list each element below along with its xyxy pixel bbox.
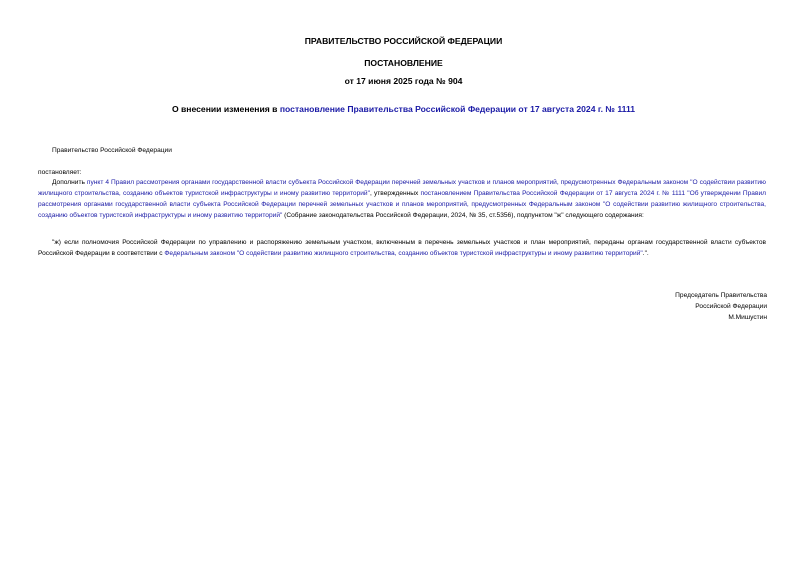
p2-text-b: .". <box>642 250 649 257</box>
title-prefix: О внесении изменения в <box>171 104 280 114</box>
title-link[interactable]: постановление Правительства Российской Федерации от 17 августа 2024 г. № 1111 <box>279 104 636 114</box>
signature-organization: Российской Федерации <box>695 303 767 310</box>
decides-text: постановляет: <box>38 169 82 176</box>
p2-link-federal-law[interactable]: Федеральным законом "О содействии развитию жилищного строительства, созданию объектов туристской инфраструктуры и иному развитию территорий" <box>164 250 643 257</box>
p1-text-b: , утвержденных <box>369 190 421 197</box>
government-heading: ПРАВИТЕЛЬСТВО РОССИЙСКОЙ ФЕДЕРАЦИИ <box>304 36 503 46</box>
paragraph-2 <box>38 237 766 259</box>
p2-text-a: "ж) если полномочия Российской Федерации по управлению и распоряжению земельным участком, включенным в перечень земельных участков и план мероприятий, переданы органам государственной власти субъектов Российской Федерации в соответствии с <box>38 239 766 257</box>
p1-text-c: (Собрание законодательства Российской Федерации, 2024, № 35, ст.5356), подпунктом "ж" следующего содержания: <box>282 212 644 219</box>
p1-link-rules[interactable]: пункт 4 Правил рассмотрения органами государственной власти субъекта Российской Федерации перечней земельных участков и планов мероприятий, предусмотренных Федеральным законом "О содействии развитию жилищного строительства, созданию объектов туристской инфраструктуры и иному развитию территорий" <box>38 179 766 197</box>
signature-position: Председатель Правительства <box>675 292 767 299</box>
paragraph-1 <box>38 177 766 221</box>
document-type-heading: ПОСТАНОВЛЕНИЕ <box>364 58 443 68</box>
p1-link-resolution[interactable]: постановлением Правительства Российской Федерации от 17 августа 2024 г. № 1111 "Об утверждении Правил рассмотрения органами государственной власти субъекта Российской Федерации перечней земельных участков и планов мероприятий, предусмотренных Федеральным законом "О содействии развитию жилищного строительства, созданию объектов туристской инфраструктуры и иному развитию территорий" <box>38 190 767 219</box>
signature-name: М.Мишустин <box>728 314 767 321</box>
date-number-heading: от 17 июня 2025 года № 904 <box>344 76 463 86</box>
document-title <box>0 104 807 115</box>
signature-block <box>675 290 767 323</box>
issuer-text: Правительство Российской Федерации <box>52 147 172 154</box>
p1-text-a: Дополнить <box>52 179 87 186</box>
